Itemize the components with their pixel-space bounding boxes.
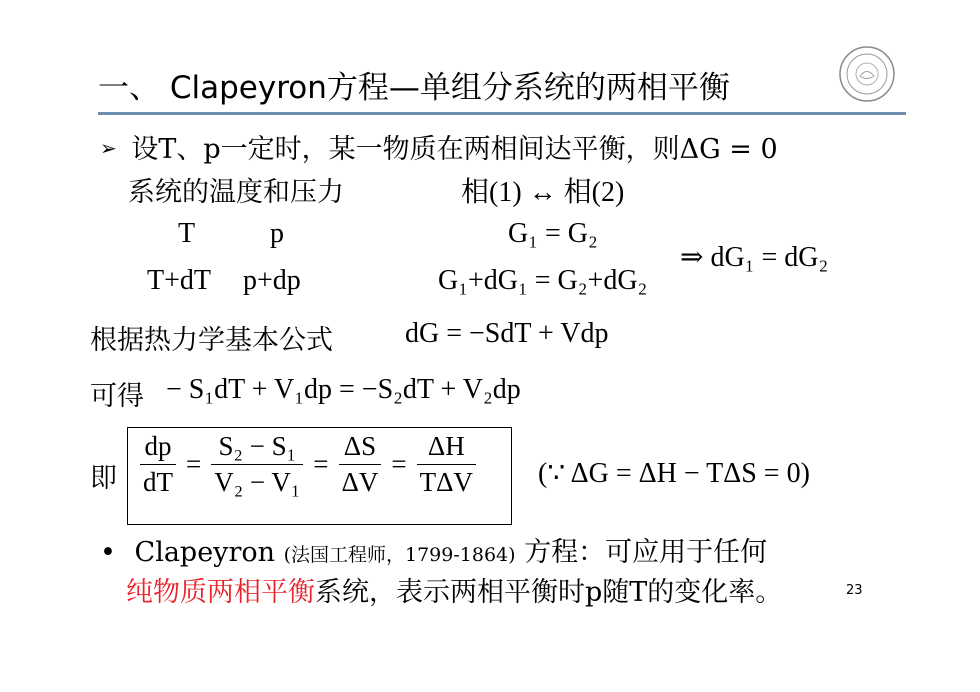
pressure-increment: p+dp — [243, 265, 301, 296]
bullet-dot: • — [100, 537, 116, 568]
gibbs-equality: G₁ = G₂ — [508, 218, 598, 249]
implies-equation: ⇒ dG₁ = dG₂ — [680, 242, 829, 273]
university-seal-icon — [838, 45, 896, 103]
gibbs-increment-equality: G₁+dG₁ = G₂+dG₂ — [438, 265, 648, 296]
bullet-1 — [100, 127, 778, 166]
fraction-dp-dT: $\frac{dp}{dT}$ — [140, 431, 176, 498]
derive-text: 可得 — [90, 381, 144, 412]
phase-relation: 相(1) ↔ 相(2) — [461, 177, 625, 208]
because-condition: (∵ ΔG = ΔH − TΔS = 0) — [538, 458, 810, 489]
clapeyron-note: (法国工程师，1799-1864) — [283, 544, 516, 566]
therefore-label: 即 — [90, 463, 117, 494]
page-number: 23 — [846, 583, 863, 598]
clapeyron-name: Clapeyron — [134, 537, 275, 568]
bullet-2-text: 方程：可应用于任何 — [524, 537, 768, 568]
derive-equation: − S₁dT + V₁dp = −S₂dT + V₂dp — [166, 374, 521, 405]
fraction-entropy-volume: $\frac{\text{S₂ − S₁}}{\text{V₂ − V₁}}$ — [211, 431, 303, 498]
fraction-delta-h-t-delta-v: $\frac{\Delta H}{\text{TΔV}}$ — [417, 431, 476, 498]
bullet-2-line-2 — [126, 570, 782, 609]
temperature-symbol: T — [178, 218, 196, 249]
temperature-increment: T+dT — [147, 265, 211, 296]
title-rule — [98, 112, 906, 115]
clapeyron-equation: $\frac{dp}{dT}$ = $\frac{\text{S₂ − S₁}}{\text{V₂ − V₁}}$ = $\frac{\Delta S}{\Delta V}$ = $\frac{\Delta H}{\text{TΔV}}$ — [140, 431, 476, 498]
bullet-2-line-1 — [100, 530, 767, 569]
page-title: 一、 Clapeyron方程—单组分系统的两相平衡 — [98, 70, 730, 106]
basic-formula-equation: dG = −SdT + Vdp — [405, 318, 609, 349]
pressure-symbol: p — [270, 218, 284, 249]
fraction-delta-s-delta-v: $\frac{\Delta S}{\Delta V}$ — [339, 431, 382, 498]
bullet-marker: ➢ — [100, 136, 117, 160]
bullet-2-rest: 系统，表示两相平衡时p随T的变化率。 — [315, 577, 783, 608]
basic-formula-text: 根据热力学基本公式 — [90, 325, 333, 356]
bullet-1-text: 设T、p一定时，某一物质在两相间达平衡，则ΔG = 0 — [131, 134, 778, 165]
highlight-text: 纯物质两相平衡 — [126, 577, 315, 608]
system-text: 系统的温度和压力 — [128, 177, 344, 208]
